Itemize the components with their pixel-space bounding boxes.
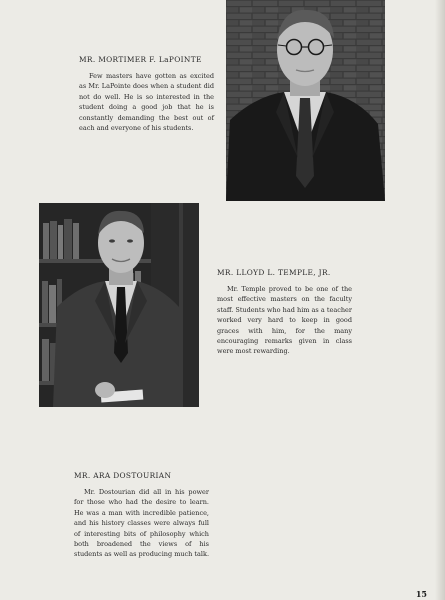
bio-name-lapointe: MR. MORTIMER F. LaPOINTE: [79, 55, 202, 64]
bio-temple: [217, 268, 352, 357]
portrait-photo-temple: [39, 203, 199, 407]
bio-text-temple: Mr. Temple proved to be one of the most effective masters on the faculty staff. Students who had him as a teacher worked very hard to keep in good graces with him, for the many encouraging remarks given in class were most rewarding.: [217, 285, 352, 356]
portrait-photo-lapointe: [226, 0, 385, 201]
bio-dostourian: [74, 471, 209, 560]
page-edge-shadow: [435, 0, 445, 600]
bio-text-dostourian: Mr. Dostourian did all in his power for those who had the desire to learn. He was a man with incredible patience, and his history classes were always full of interesting bits of philosophy which both broadened the views of his students as well as producing much talk.: [74, 488, 210, 559]
portrait-image-temple: [39, 203, 199, 407]
bio-name-dostourian: MR. ARA DOSTOURIAN: [74, 471, 172, 480]
portrait-image-lapointe: [226, 0, 385, 201]
page-number: 15: [415, 589, 427, 599]
bio-text-lapointe: Few masters have gotten as excited as Mr. LaPointe does when a student did not do well. He is so interested in the student doing a good job that he is constantly demanding the best out of each and everyone of his students.: [79, 72, 214, 133]
bio-name-temple: MR. LLOYD L. TEMPLE, JR.: [217, 268, 331, 277]
bio-lapointe: [79, 55, 214, 133]
